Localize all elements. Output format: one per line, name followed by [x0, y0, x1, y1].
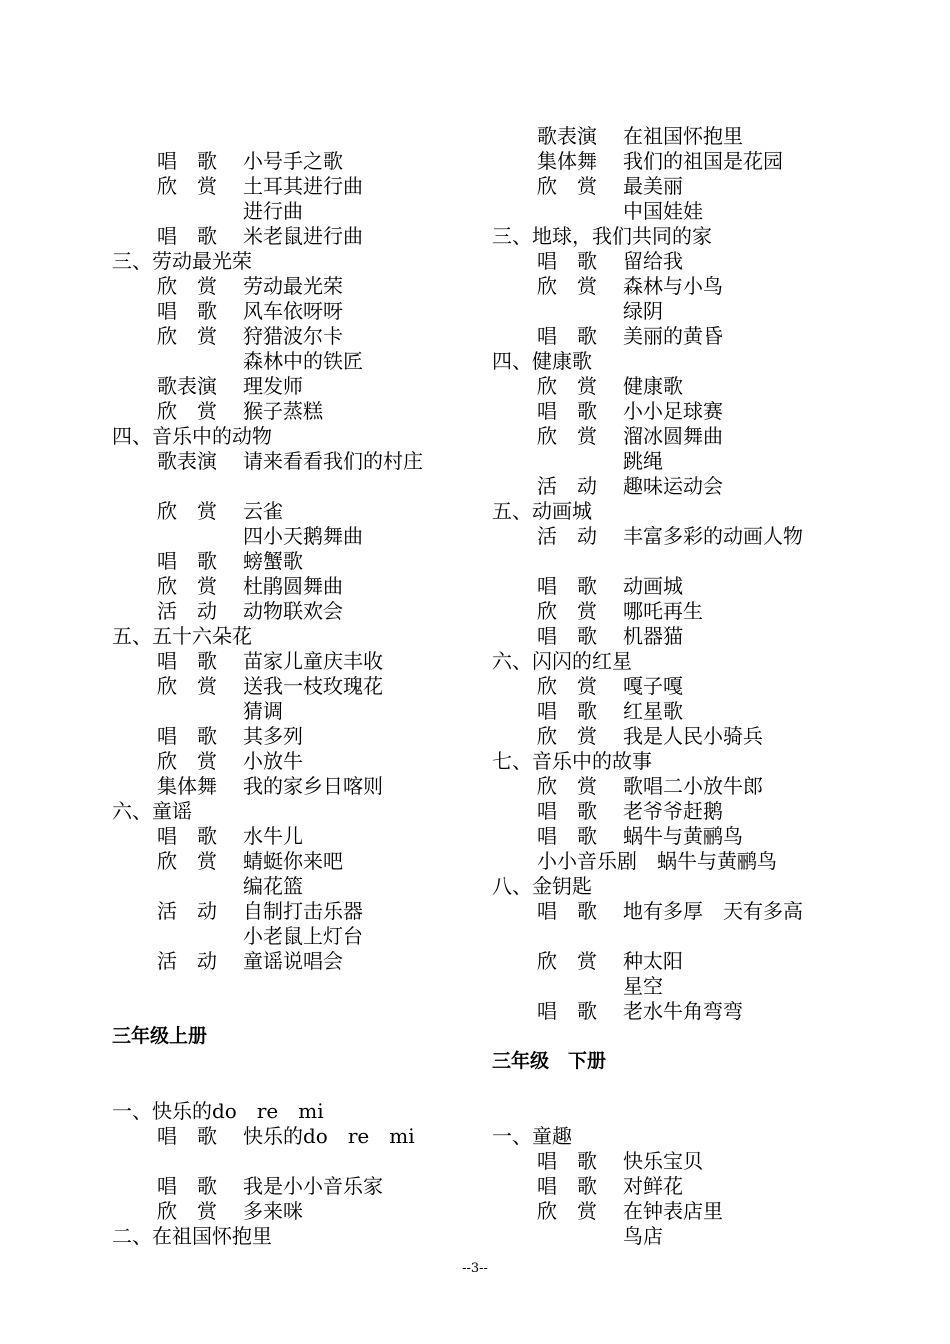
list-item — [112, 374, 472, 399]
item-title: 螃蟹歌 — [243, 549, 303, 573]
list-item — [112, 299, 472, 324]
unit-heading — [492, 1124, 912, 1149]
item-title: 中国娃娃 — [623, 199, 703, 223]
item-title: 米老鼠进行曲 — [243, 224, 363, 248]
item-title: 理发师 — [243, 374, 303, 398]
item-category: 欣 赏 — [157, 849, 217, 873]
item-category: 欣 赏 — [537, 599, 597, 623]
list-item — [492, 599, 912, 624]
grade-title: 三年级上册 — [112, 1025, 208, 1047]
unit-title: 五、动画城 — [492, 499, 592, 523]
item-category: 欣 赏 — [537, 724, 597, 748]
item-category: 唱 歌 — [157, 149, 217, 173]
list-item — [492, 449, 912, 474]
item-category: 欣 赏 — [537, 674, 597, 698]
spacer — [492, 1024, 912, 1049]
list-item — [492, 699, 912, 724]
list-item — [492, 774, 912, 799]
item-category: 欣 赏 — [157, 399, 217, 423]
item-category: 集体舞 — [157, 774, 217, 798]
item-title: 童谣说唱会 — [243, 949, 343, 973]
list-item — [112, 499, 472, 524]
item-category: 活 动 — [537, 474, 597, 498]
unit-title: 六、闪闪的红星 — [492, 649, 632, 673]
unit-title: 五、五十六朵花 — [112, 624, 252, 648]
unit-heading — [112, 424, 472, 449]
item-category: 唱 歌 — [537, 1149, 597, 1173]
item-category: 唱 歌 — [157, 649, 217, 673]
list-item — [492, 474, 912, 499]
item-title: 小小足球赛 — [623, 399, 723, 423]
unit-title: 八、金钥匙 — [492, 874, 592, 898]
item-title: 动物联欢会 — [243, 599, 343, 623]
item-title: 编花篮 — [243, 874, 303, 898]
spacer — [112, 1074, 472, 1099]
item-title: 最美丽 — [623, 174, 683, 198]
item-category: 唱 歌 — [157, 299, 217, 323]
list-item — [492, 799, 912, 824]
item-title: 丰富多彩的动画人物 — [623, 524, 803, 548]
unit-title: 四、健康歌 — [492, 349, 592, 373]
list-item — [492, 674, 912, 699]
unit-heading — [112, 1099, 472, 1124]
list-item — [112, 724, 472, 749]
item-title: 多来咪 — [243, 1199, 303, 1223]
item-category: 欣 赏 — [537, 1199, 597, 1223]
item-category: 活 动 — [157, 949, 217, 973]
item-title: 云雀 — [243, 499, 283, 523]
item-category: 唱 歌 — [537, 1174, 597, 1198]
item-title: 蜻蜓你来吧 — [243, 849, 343, 873]
list-item — [112, 824, 472, 849]
item-category: 唱 歌 — [537, 574, 597, 598]
item-category: 活 动 — [157, 899, 217, 923]
item-title: 森林与小鸟 — [623, 274, 723, 298]
item-category: 欣 赏 — [157, 574, 217, 598]
list-item — [112, 199, 472, 224]
unit-title: 四、音乐中的动物 — [112, 424, 272, 448]
item-title: 星空 — [623, 974, 663, 998]
item-title: 蜗牛与黄鹂鸟 — [623, 824, 743, 848]
item-title: 绿阴 — [623, 299, 663, 323]
list-item — [492, 249, 912, 274]
list-item — [112, 324, 472, 349]
item-title: 跳绳 — [623, 449, 663, 473]
unit-title: 一、快乐的do re mi — [112, 1099, 324, 1123]
item-title: 送我一枝玫瑰花 — [243, 674, 383, 698]
item-category: 欣 赏 — [537, 424, 597, 448]
item-title: 自制打击乐器 — [243, 899, 363, 923]
item-title: 老爷爷赶鹅 — [623, 799, 723, 823]
unit-title: 三、劳动最光荣 — [112, 249, 252, 273]
item-title: 苗家儿童庆丰收 — [243, 649, 383, 673]
list-item — [492, 424, 912, 449]
item-title: 风车依呀呀 — [243, 299, 343, 323]
list-item — [112, 174, 472, 199]
item-category: 歌表演 — [157, 374, 217, 398]
item-category: 唱 歌 — [537, 799, 597, 823]
item-title: 地有多厚 天有多高 — [623, 899, 803, 923]
item-title: 小号手之歌 — [243, 149, 343, 173]
unit-title: 七、音乐中的故事 — [492, 749, 652, 773]
item-category: 歌表演 — [157, 449, 217, 473]
item-title: 森林中的铁匠 — [243, 349, 363, 373]
unit-title: 六、童谣 — [112, 799, 192, 823]
list-item — [112, 1124, 472, 1149]
list-item — [492, 949, 912, 974]
item-title: 趣味运动会 — [623, 474, 723, 498]
item-category: 唱 歌 — [537, 399, 597, 423]
item-title: 溜冰圆舞曲 — [623, 424, 723, 448]
item-title: 劳动最光荣 — [243, 274, 343, 298]
list-item — [492, 124, 912, 149]
item-category: 唱 歌 — [537, 249, 597, 273]
item-category: 唱 歌 — [537, 999, 597, 1023]
item-category: 欣 赏 — [157, 1199, 217, 1223]
list-item — [492, 974, 912, 999]
item-title: 狩猎波尔卡 — [243, 324, 343, 348]
list-item — [492, 724, 912, 749]
item-title: 老水牛角弯弯 — [623, 999, 743, 1023]
list-item — [492, 399, 912, 424]
list-item — [492, 849, 912, 874]
list-item — [492, 1149, 912, 1174]
item-category: 欣 赏 — [157, 749, 217, 773]
item-category: 唱 歌 — [537, 624, 597, 648]
list-item — [492, 1224, 912, 1249]
spacer — [112, 1049, 472, 1074]
unit-heading — [112, 1224, 472, 1249]
item-title: 猜调 — [243, 699, 283, 723]
list-item — [112, 874, 472, 899]
list-item — [112, 774, 472, 799]
list-item — [492, 299, 912, 324]
item-category: 唱 歌 — [537, 824, 597, 848]
unit-heading — [112, 799, 472, 824]
list-item — [112, 699, 472, 724]
list-item — [492, 824, 912, 849]
unit-title: 二、在祖国怀抱里 — [112, 1224, 272, 1248]
item-category: 欣 赏 — [537, 174, 597, 198]
item-title: 其多列 — [243, 724, 303, 748]
item-category: 唱 歌 — [157, 1124, 217, 1148]
item-title: 对鲜花 — [623, 1174, 683, 1198]
list-item — [112, 149, 472, 174]
spacer — [492, 1074, 912, 1099]
spacer — [112, 999, 472, 1024]
item-category: 欣 赏 — [157, 174, 217, 198]
list-item — [492, 324, 912, 349]
item-title: 杜鹃圆舞曲 — [243, 574, 343, 598]
unit-heading — [492, 349, 912, 374]
list-item — [112, 924, 472, 949]
list-item — [112, 574, 472, 599]
spacer — [112, 1149, 472, 1174]
spacer — [492, 1099, 912, 1124]
item-category: 欣 赏 — [157, 274, 217, 298]
item-title: 猴子蒸糕 — [243, 399, 323, 423]
unit-title: 三、地球，我们共同的家 — [492, 224, 712, 248]
item-category: 歌表演 — [537, 124, 597, 148]
item-category: 活 动 — [157, 599, 217, 623]
item-title: 红星歌 — [623, 699, 683, 723]
list-item — [112, 1174, 472, 1199]
spacer — [492, 549, 912, 574]
list-item — [492, 1174, 912, 1199]
item-category: 唱 歌 — [157, 724, 217, 748]
item-category: 集体舞 — [537, 149, 597, 173]
item-title: 进行曲 — [243, 199, 303, 223]
list-item — [492, 574, 912, 599]
item-category: 唱 歌 — [157, 224, 217, 248]
item-title: 土耳其进行曲 — [243, 174, 363, 198]
item-title: 小放牛 — [243, 749, 303, 773]
unit-heading — [492, 749, 912, 774]
item-title: 请来看看我们的村庄 — [243, 449, 423, 473]
unit-title: 一、童趣 — [492, 1124, 572, 1148]
list-item — [492, 174, 912, 199]
list-item — [112, 549, 472, 574]
item-category: 唱 歌 — [157, 549, 217, 573]
item-title: 在钟表店里 — [623, 1199, 723, 1223]
grade-heading — [112, 1024, 472, 1049]
unit-heading — [112, 624, 472, 649]
right-column — [492, 124, 912, 1249]
list-item — [112, 224, 472, 249]
spacer — [112, 474, 472, 499]
item-category: 活 动 — [537, 524, 597, 548]
item-title: 我是人民小骑兵 — [623, 724, 763, 748]
list-item — [492, 374, 912, 399]
unit-heading — [492, 649, 912, 674]
item-title: 四小天鹅舞曲 — [243, 524, 363, 548]
unit-heading — [492, 499, 912, 524]
grade-title: 三年级 下册 — [492, 1050, 607, 1072]
list-item — [112, 749, 472, 774]
list-item — [112, 1199, 472, 1224]
item-category: 欣 赏 — [157, 499, 217, 523]
item-category: 唱 歌 — [537, 899, 597, 923]
item-title: 我的家乡日喀则 — [243, 774, 383, 798]
list-item — [112, 349, 472, 374]
list-item — [112, 599, 472, 624]
item-title: 快乐的do re mi — [243, 1124, 415, 1148]
item-category: 欣 赏 — [537, 374, 597, 398]
page-number: --3-- — [462, 1261, 488, 1276]
list-item — [112, 274, 472, 299]
list-item — [492, 524, 912, 549]
list-item — [112, 949, 472, 974]
item-title: 哪吒再生 — [623, 599, 703, 623]
list-item — [492, 274, 912, 299]
item-category: 欣 赏 — [157, 674, 217, 698]
list-item — [492, 624, 912, 649]
item-category: 唱 歌 — [537, 324, 597, 348]
list-item — [492, 999, 912, 1024]
item-title: 种太阳 — [623, 949, 683, 973]
list-item — [492, 1199, 912, 1224]
list-item — [112, 649, 472, 674]
list-item — [112, 849, 472, 874]
list-item — [112, 899, 472, 924]
item-category: 唱 歌 — [537, 699, 597, 723]
item-category: 欣 赏 — [537, 274, 597, 298]
item-title: 美丽的黄昏 — [623, 324, 723, 348]
unit-heading — [492, 874, 912, 899]
item-title: 动画城 — [623, 574, 683, 598]
item-title: 歌唱二小放牛郎 — [623, 774, 763, 798]
unit-heading — [492, 224, 912, 249]
item-category: 欣 赏 — [537, 949, 597, 973]
item-title: 嘎子嘎 — [623, 674, 683, 698]
item-title: 水牛儿 — [243, 824, 303, 848]
item-title: 鸟店 — [623, 1224, 663, 1248]
item-title: 小老鼠上灯台 — [243, 924, 363, 948]
list-item — [112, 399, 472, 424]
list-item — [112, 449, 472, 474]
grade-heading — [492, 1049, 912, 1074]
list-item — [492, 149, 912, 174]
item-category: 欣 赏 — [157, 324, 217, 348]
item-category: 欣 赏 — [537, 774, 597, 798]
list-item — [112, 524, 472, 549]
item-title: 我是小小音乐家 — [243, 1174, 383, 1198]
list-item — [112, 674, 472, 699]
item-category: 唱 歌 — [157, 824, 217, 848]
item-title: 我们的祖国是花园 — [623, 149, 783, 173]
unit-heading — [112, 249, 472, 274]
item-title: 机器猫 — [623, 624, 683, 648]
list-item — [492, 199, 912, 224]
left-column — [112, 149, 472, 1249]
item-title: 在祖国怀抱里 — [623, 124, 743, 148]
spacer — [492, 924, 912, 949]
item-category: 唱 歌 — [157, 1174, 217, 1198]
spacer — [112, 974, 472, 999]
item-title: 健康歌 — [623, 374, 683, 398]
item-title: 小小音乐剧 蜗牛与黄鹂鸟 — [537, 849, 777, 873]
item-title: 留给我 — [623, 249, 683, 273]
item-title: 快乐宝贝 — [623, 1149, 703, 1173]
list-item — [492, 899, 912, 924]
